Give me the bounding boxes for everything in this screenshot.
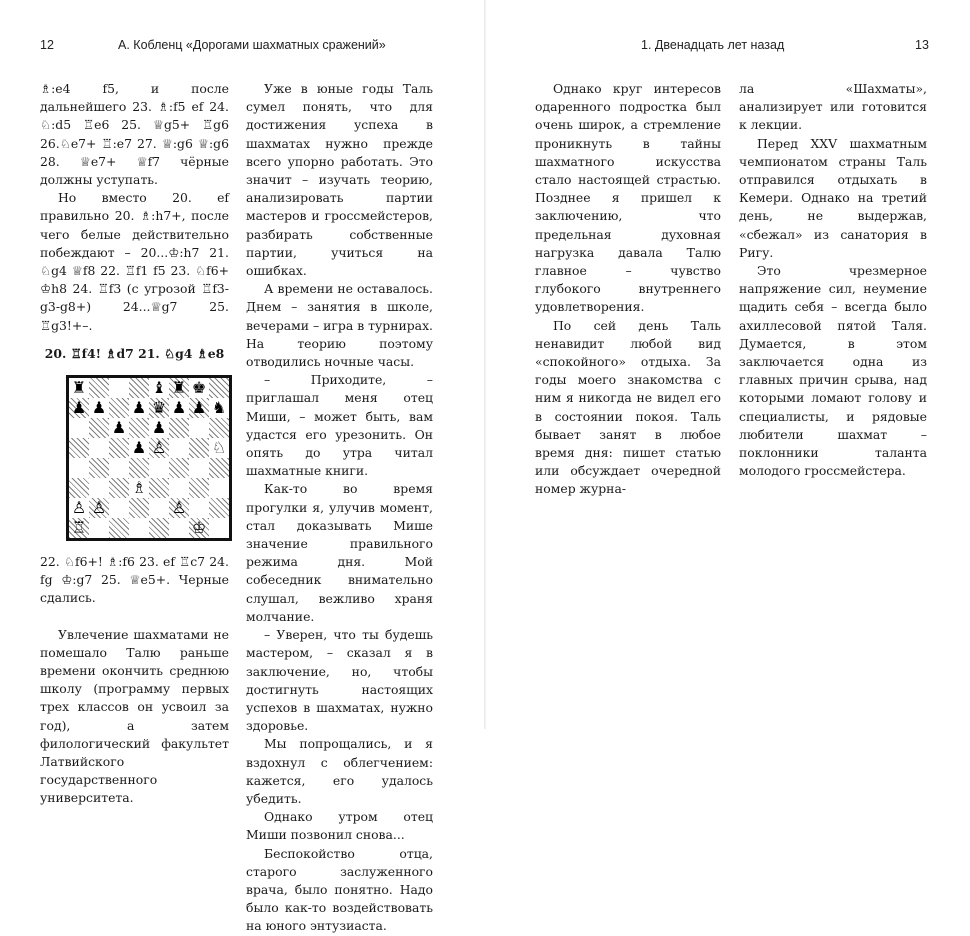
board-square (149, 478, 169, 498)
board-square (69, 438, 89, 458)
board-square (149, 498, 169, 518)
paragraph: – Уверен, что ты будешь мастером, – сказал я в заключение, но, чтобы достигнуть настоящих успехов в шахматах, нужно здоровье. (246, 627, 433, 734)
paragraph: Перед XXV шахматным чемпионатом страны Таль отправился отдыхать в Кемери. Однако на третий день, не выдержав, «сбежал» из санатория в Ригу. (739, 135, 927, 260)
right-page (485, 0, 970, 729)
board-square (89, 458, 109, 478)
left-page-number: 12 (40, 38, 54, 52)
board-square (69, 418, 89, 438)
chess-piece: ♜ (169, 378, 189, 398)
right-running-head: 1. Двенадцать лет назад (641, 38, 785, 52)
chess-piece: ♟ (69, 398, 89, 418)
chess-piece: ♘ (209, 438, 229, 458)
chess-piece: ♟ (129, 438, 149, 458)
paragraph: Однако круг интересов одаренного подростка был очень широк, а стремление проникнуть в тайны шахматного искусства стало настоящей страстью. Позднее я пришел к заключению, что предельная духовная нагрузка давала Талю главное – чувство глубокого внутреннего удовлетворения. (535, 81, 721, 315)
board-square (189, 418, 209, 438)
paragraph: Однако утром отец Миши позвонил снова... (246, 809, 433, 843)
paragraph: Беспокойство отца, старого заслуженного врача, было понятно. Надо было как-то воздействовать на юного энтузиаста. (246, 845, 433, 934)
board-square (129, 378, 149, 398)
board-square (169, 478, 189, 498)
left-running-head: А. Кобленц «Дорогами шахматных сражений» (118, 38, 386, 52)
chess-piece: ♟ (189, 398, 209, 418)
board-square (129, 498, 149, 518)
right-column-2 (739, 80, 927, 480)
board-square (69, 478, 89, 498)
chess-diagram (66, 375, 232, 541)
chess-piece: ♟ (109, 418, 129, 438)
board-square (189, 478, 209, 498)
chess-piece: ♙ (69, 498, 89, 518)
paragraph: Это чрезмерное напряжение сил, неумение щадить себя – всегда было ахиллесовой пятой Таля. Думается, в этом заключается одна из главных причин срыва, над которыми ломают голову и специалисты, и рядовые любители шахмат – поклонники таланта молодого гроссмейстера. (739, 263, 927, 479)
chess-piece: ♝ (149, 378, 169, 398)
board-square (129, 518, 149, 538)
board-square (209, 458, 229, 478)
board-square (169, 518, 189, 538)
board-square (189, 458, 209, 478)
board-square (169, 418, 189, 438)
paragraph: ♗:e4 f5, и после дальнейшего 23. ♗:f5 ef 24. ♘:d5 ♖e6 25. ♕g5+ ♖g6 26.♘e7+ ♖:e7 27. ♕:g6 ♕:g6 28. ♕e7+ ♕f7 чёрные должны уступать. (40, 81, 229, 188)
board-square (89, 378, 109, 398)
chess-piece: ♙ (149, 438, 169, 458)
paragraph: По сей день Таль ненавидит любой вид «спокойного» отдыха. За годы моего знакомства с ним я никогда не видел его в состоянии покоя. Таль бывает занят в любое время дня: пишет статью или обсуждает очередной номер журна- (535, 317, 721, 497)
board-square (109, 398, 129, 418)
board-square (189, 498, 209, 518)
board-square (129, 418, 149, 438)
chess-moves: 20. ♖f4! ♗d7 21. ♘g4 ♗e8 (44, 345, 225, 361)
paragraph: А времени не оставалось. Днем – занятия в школе, вечерами – игра в турнирах. На теорию поэтому отводились ночные часы. (246, 281, 433, 370)
board-square (109, 378, 129, 398)
chess-piece: ♖ (69, 518, 89, 538)
chess-piece: ♜ (69, 378, 89, 398)
board-square (149, 458, 169, 478)
board-square (109, 498, 129, 518)
paragraph: Уже в юные годы Таль сумел понять, что для достижения успеха в шахматах нужно прежде всего упорно работать. Это значит – изучать теорию, анализировать партии мастеров и гроссмейстеров, разбирать собственные партии, учиться на ошибках. (246, 81, 433, 279)
board-square (149, 518, 169, 538)
board-square (129, 458, 149, 478)
paragraph: – Приходите, – приглашал меня отец Миши, – может быть, вам удастся его урезонить. Он опять до утра читал шахматные книги. (246, 372, 433, 479)
chess-piece: ♔ (189, 518, 209, 538)
left-page (0, 0, 485, 934)
chess-piece: ♗ (129, 478, 149, 498)
board-square (209, 518, 229, 538)
chess-piece: ♚ (189, 378, 209, 398)
paragraph: ла «Шахматы», анализирует или готовится к лекции. (739, 81, 927, 133)
board-square (109, 518, 129, 538)
paragraph: Мы попрощались, и я вздохнул с облегчением: кажется, его удалось убедить. (246, 736, 433, 806)
paragraph: Увлечение шахматами не помешало Талю раньше времени окончить среднюю школу (программу первых трех классов он усвоил за год), а затем филологический факультет Латвийского государственного университета. (40, 626, 229, 806)
left-column-2 (246, 80, 433, 936)
board-square (89, 418, 109, 438)
board-square (169, 458, 189, 478)
chess-piece: ♛ (149, 398, 169, 418)
left-column-1 (40, 80, 229, 808)
chess-moves-continuation: 22. ♘f6+! ♗:f6 23. ef ♖c7 24. fg ♔:g7 25. ♕e5+. Черные сдались. (40, 554, 229, 606)
board-square (209, 478, 229, 498)
right-column-1 (535, 80, 721, 499)
chess-piece: ♟ (129, 398, 149, 418)
board-square (109, 458, 129, 478)
board-square (109, 438, 129, 458)
board-square (209, 498, 229, 518)
right-page-number: 13 (915, 38, 929, 52)
chess-piece: ♟ (149, 418, 169, 438)
paragraph: Но вместо 20. ef правильно 20. ♗:h7+, после чего белые действительно побеждают – 20...♔:h7 21. ♘g4 ♕f8 22. ♖f1 f5 23. ♘f6+ ♔h8 24. ♖f3 (с угрозой ♖f3-g3-g8+) 24...♕g7 25. ♖g3!+–. (40, 190, 229, 333)
board-square (209, 418, 229, 438)
chess-piece: ♙ (89, 498, 109, 518)
chess-piece: ♞ (209, 398, 229, 418)
board-square (89, 478, 109, 498)
board-square (209, 378, 229, 398)
chess-piece: ♙ (169, 498, 189, 518)
board-square (189, 438, 209, 458)
board-square (109, 478, 129, 498)
chess-piece: ♟ (89, 398, 109, 418)
board-square (89, 438, 109, 458)
board-square (169, 438, 189, 458)
board-square (69, 458, 89, 478)
paragraph: Как-то во время прогулки я, улучив момент, стал доказывать Мише значение правильного режима дня. Мой собеседник внимательно слушал, вежливо храня молчание. (246, 481, 433, 624)
board-square (89, 518, 109, 538)
chess-piece: ♟ (169, 398, 189, 418)
